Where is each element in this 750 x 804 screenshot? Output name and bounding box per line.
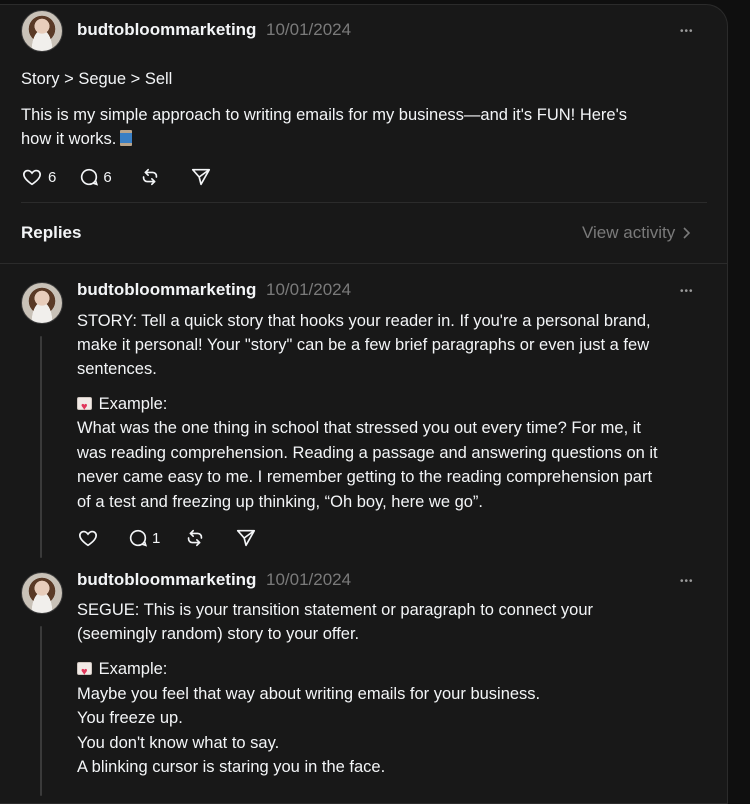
example-line: was reading comprehension. Reading a passage and answering questions on it — [77, 444, 658, 462]
avatar[interactable] — [21, 10, 63, 52]
reply-date: 10/01/2024 — [266, 280, 352, 299]
like-button[interactable] — [77, 527, 99, 549]
example-label: Example: — [98, 660, 168, 678]
post-date: 10/01/2024 — [266, 20, 352, 39]
reply-line: make it personal! Your "story" can be a few brief paragraphs or even just a few — [77, 336, 650, 354]
share-button[interactable] — [235, 527, 257, 549]
example-line: A blinking cursor is staring you in the face. — [77, 758, 386, 776]
reply-actions — [77, 526, 257, 550]
example-line: What was the one thing in school that stressed you out every time? For me, it — [77, 419, 642, 437]
example-line: You don't know what to say. — [77, 734, 280, 752]
reply-username[interactable]: budtobloommarketing — [77, 280, 257, 299]
more-options-icon[interactable]: ••• — [680, 576, 694, 587]
thread-line — [40, 626, 42, 796]
reply-line: STORY: Tell a quick story that hooks your reader in. If you're a personal brand, — [77, 312, 651, 330]
example-line: You freeze up. — [77, 709, 183, 727]
post-line-3 — [21, 127, 132, 152]
replies-title: Replies — [21, 223, 82, 242]
post-line-1: Story > Segue > Sell — [21, 70, 173, 88]
reply-line: SEGUE: This is your transition statement or paragraph to connect your — [77, 601, 594, 619]
reply-username[interactable]: budtobloommarketing — [77, 570, 257, 589]
example-line: never came easy to me. I remember getting to the reading comprehension part — [77, 468, 653, 486]
thread-spool-emoji — [120, 130, 132, 146]
reply-count: 1 — [152, 529, 161, 547]
like-count: 6 — [48, 168, 57, 186]
post-actions — [21, 165, 212, 189]
more-options-icon[interactable]: ••• — [680, 286, 694, 297]
love-letter-emoji — [77, 397, 92, 410]
share-button[interactable] — [190, 166, 212, 188]
reply-button[interactable] — [78, 166, 111, 188]
reply-line: sentences. — [77, 360, 157, 378]
example-heading — [77, 392, 167, 417]
comment-icon — [127, 527, 149, 549]
avatar[interactable] — [21, 282, 63, 324]
like-button[interactable] — [21, 166, 56, 188]
divider — [0, 263, 728, 264]
thread-card — [0, 4, 728, 804]
reply-button[interactable] — [127, 527, 160, 549]
avatar[interactable] — [21, 572, 63, 614]
send-icon — [190, 166, 212, 188]
repost-button[interactable] — [184, 527, 206, 549]
example-line: Maybe you feel that way about writing emails for your business. — [77, 685, 541, 703]
repost-button[interactable] — [139, 166, 161, 188]
comment-icon — [78, 166, 100, 188]
reply-line: (seemingly random) story to your offer. — [77, 625, 360, 643]
divider — [21, 202, 707, 203]
example-heading — [77, 657, 167, 682]
reply-date: 10/01/2024 — [266, 570, 352, 589]
send-icon — [235, 527, 257, 549]
example-label: Example: — [98, 395, 168, 413]
post-username[interactable]: budtobloommarketing — [77, 20, 257, 39]
reply-count: 6 — [103, 168, 112, 186]
repost-icon — [139, 166, 161, 188]
more-options-icon[interactable]: ••• — [680, 26, 694, 37]
view-activity-label: View activity — [582, 223, 676, 242]
thread-line — [40, 336, 42, 558]
repost-icon — [184, 527, 206, 549]
chevron-right-icon — [679, 225, 693, 241]
example-line: of a test and freezing up thinking, “Oh boy, here we go”. — [77, 493, 484, 511]
post-line-2: This is my simple approach to writing emails for my business—and it's FUN! Here's — [21, 106, 627, 124]
love-letter-emoji — [77, 662, 92, 675]
heart-icon — [77, 527, 99, 549]
view-activity-link[interactable] — [582, 223, 693, 243]
post-line-3-text: how it works. — [21, 130, 117, 148]
heart-icon — [21, 166, 43, 188]
